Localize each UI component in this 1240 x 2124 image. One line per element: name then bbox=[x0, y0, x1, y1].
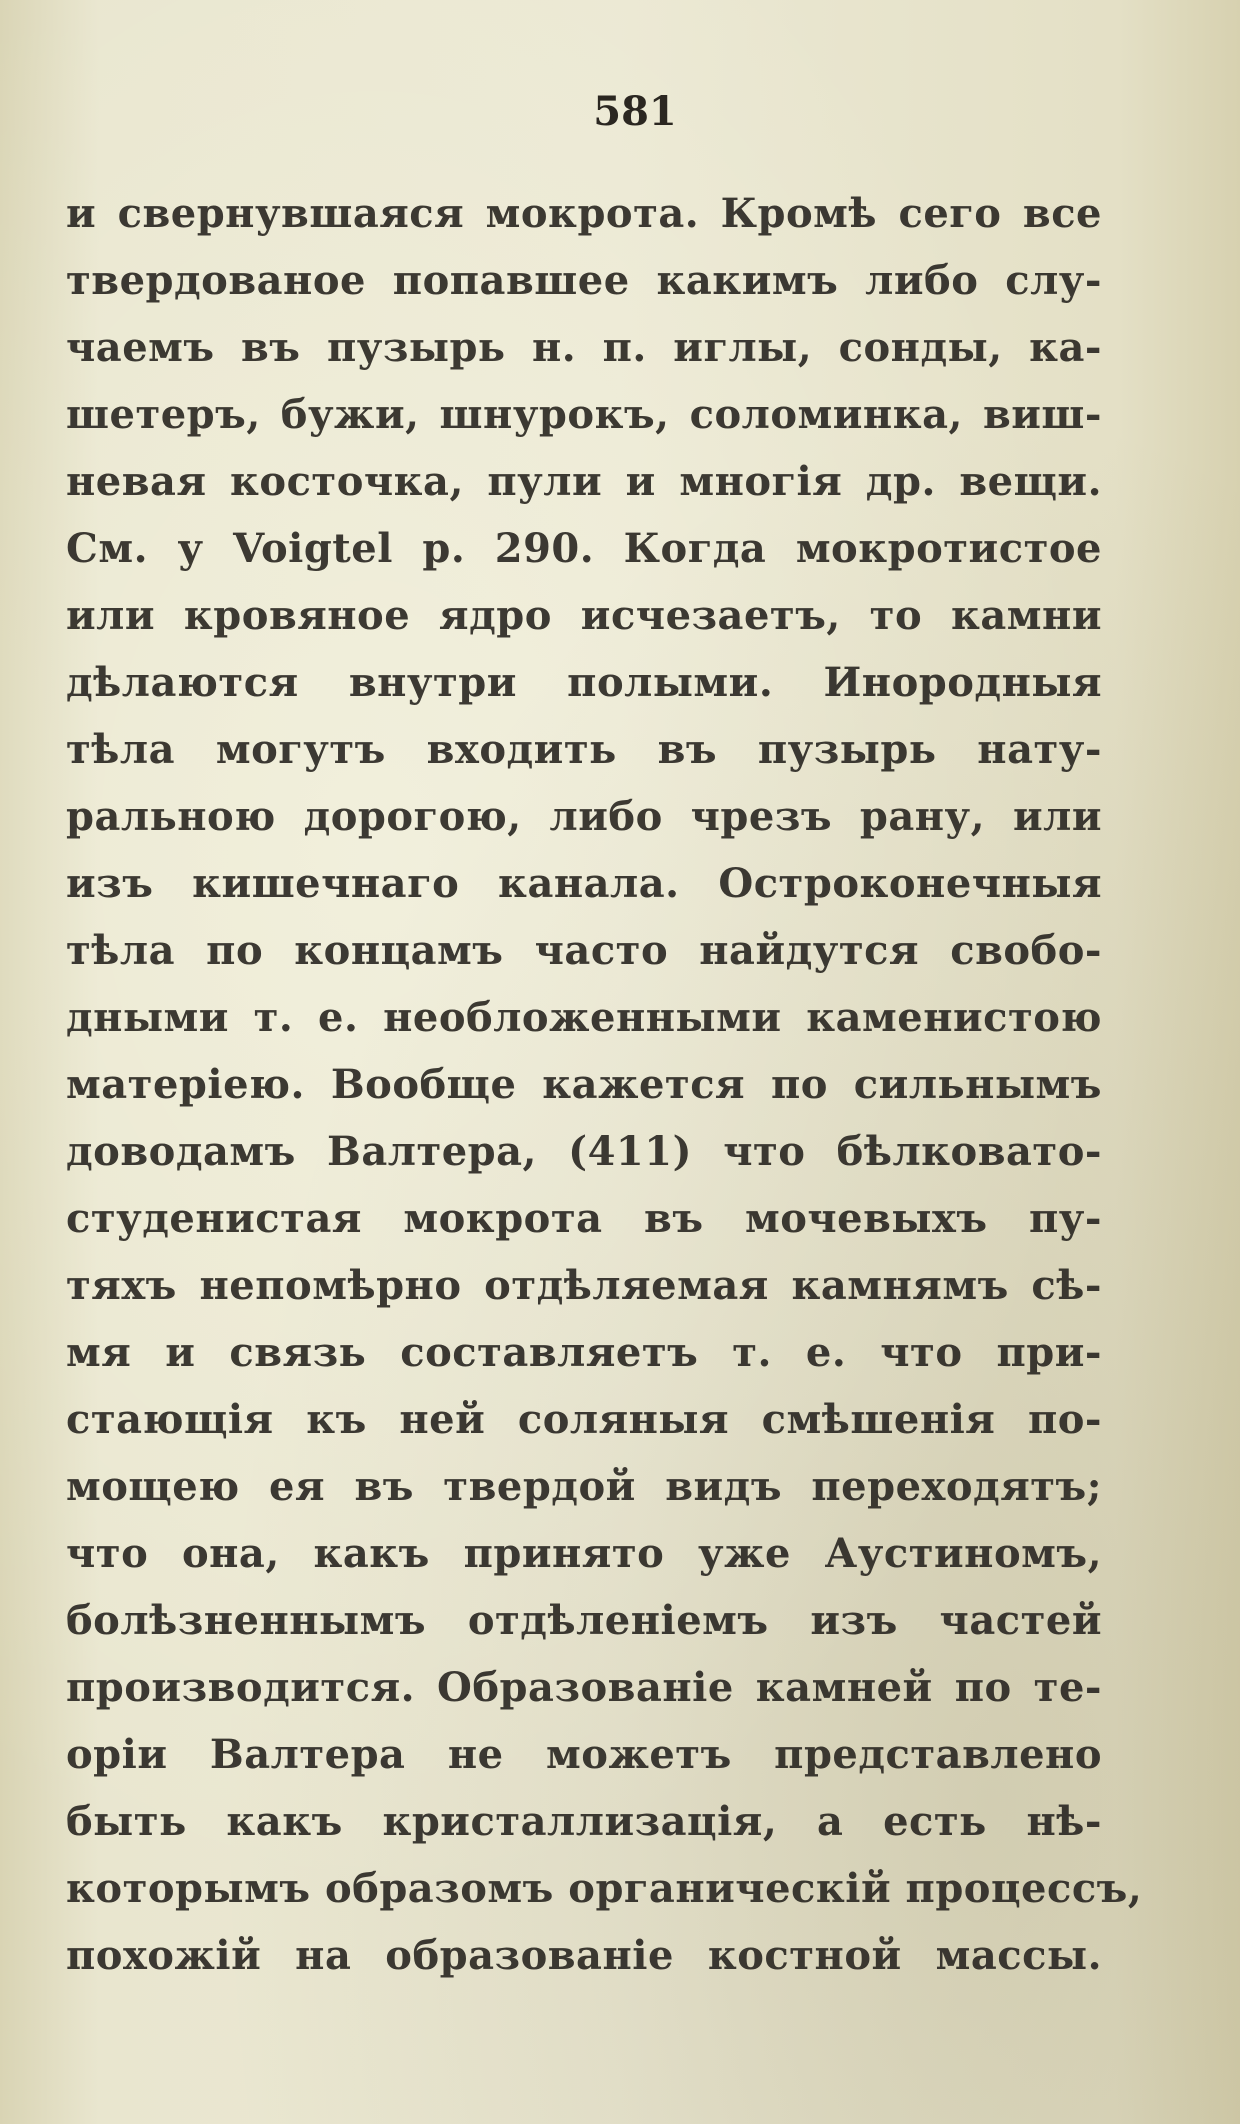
text-line: матеріею. Вообще кажется по сильнымъ bbox=[66, 1061, 1102, 1108]
text-line: дѣлаются внутри полыми. Инородныя bbox=[66, 659, 1102, 706]
text-line: которымъ образомъ органическій процессъ, bbox=[66, 1865, 1143, 1912]
text-line: мя и связь составляетъ т. е. что при- bbox=[66, 1329, 1102, 1376]
text-line: тѣла по концамъ часто найдутся свобо- bbox=[66, 927, 1102, 974]
page-number: 581 bbox=[593, 88, 677, 135]
text-line: стающія къ ней соляныя смѣшенія по- bbox=[66, 1396, 1102, 1443]
text-line: быть какъ кристаллизація, а есть нѣ- bbox=[66, 1798, 1102, 1845]
text-line: чаемъ въ пузырь н. п. иглы, сонды, ка- bbox=[66, 324, 1102, 371]
text-line: похожій на образованіе костной массы. bbox=[66, 1932, 1102, 1979]
text-line: шетеръ, бужи, шнурокъ, соломинка, виш- bbox=[66, 391, 1102, 438]
text-line: и свернувшаяся мокрота. Кромѣ сего все bbox=[66, 190, 1102, 237]
text-line: тѣла могутъ входить въ пузырь нату- bbox=[66, 726, 1102, 773]
text-line: См. у Voigtel р. 290. Когда мокротистое bbox=[66, 525, 1102, 572]
text-line: или кровяное ядро исчезаетъ, то камни bbox=[66, 592, 1102, 639]
text-line: оріи Валтера не можетъ представлено bbox=[66, 1731, 1102, 1778]
text-line: твердованое попавшее какимъ либо слу- bbox=[66, 257, 1102, 304]
text-line: доводамъ Валтера, (411) что бѣлковато- bbox=[66, 1128, 1102, 1175]
text-line: изъ кишечнаго канала. Остроконечныя bbox=[66, 860, 1102, 907]
body-text bbox=[66, 180, 1143, 1989]
text-line: болѣзненнымъ отдѣленіемъ изъ частей bbox=[66, 1597, 1102, 1644]
text-line: тяхъ непомѣрно отдѣляемая камнямъ сѣ- bbox=[66, 1262, 1102, 1309]
text-line: что она, какъ принято уже Аустиномъ, bbox=[66, 1530, 1102, 1577]
text-line: студенистая мокрота въ мочевыхъ пу- bbox=[66, 1195, 1102, 1242]
text-line: дными т. е. необложенными каменистою bbox=[66, 994, 1102, 1041]
text-line: ральною дорогою, либо чрезъ рану, или bbox=[66, 793, 1102, 840]
text-line: невая косточка, пули и многія др. вещи. bbox=[66, 458, 1102, 505]
text-line: мощею ея въ твердой видъ переходятъ; bbox=[66, 1463, 1102, 1510]
text-line: производится. Образованіе камней по те- bbox=[66, 1664, 1102, 1711]
